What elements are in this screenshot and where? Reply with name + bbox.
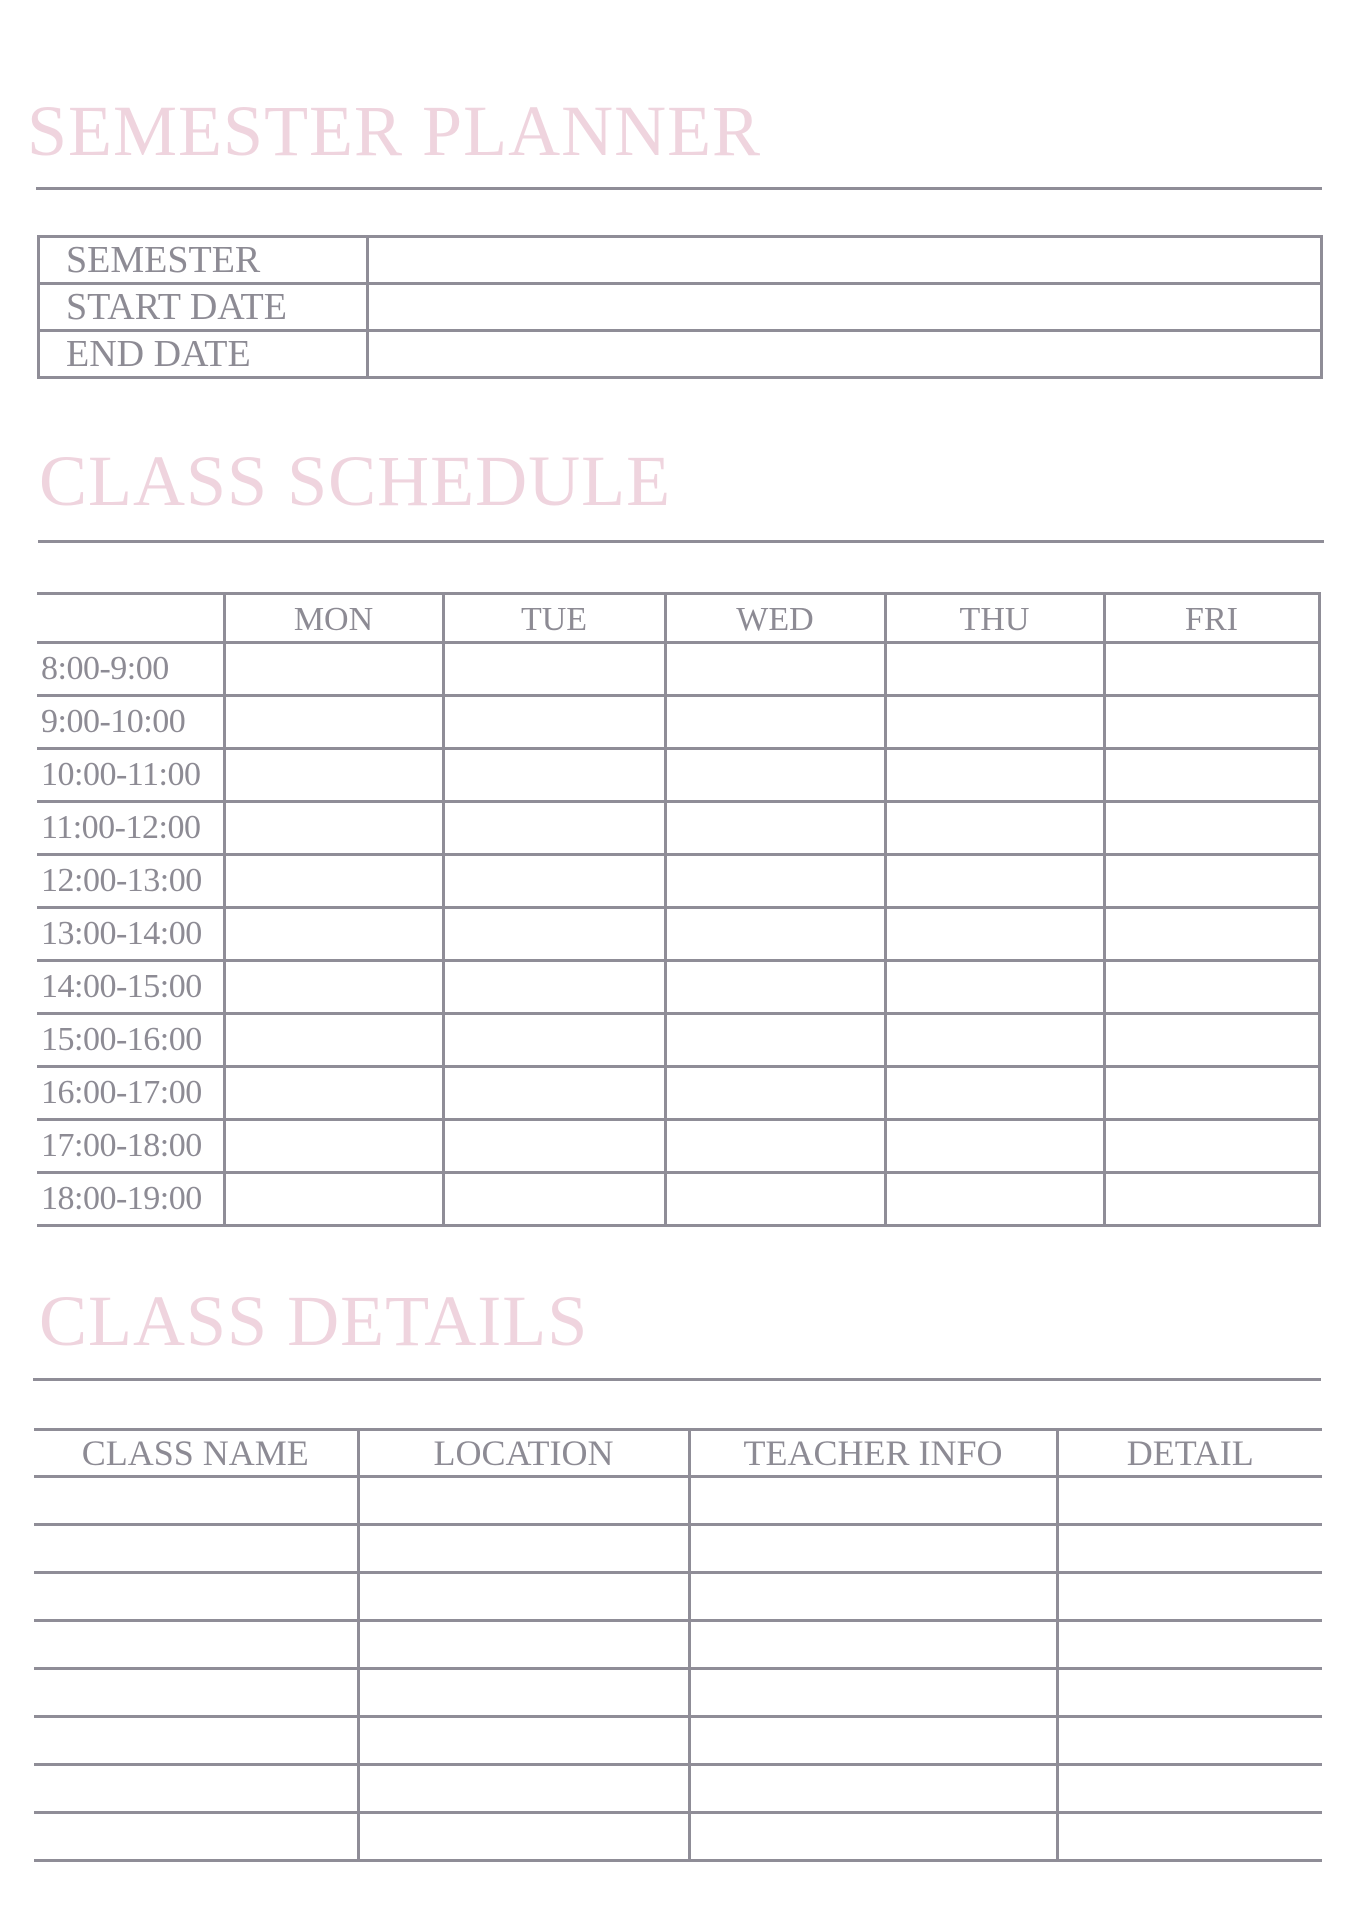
schedule-cell-thu[interactable] [885,961,1104,1014]
schedule-cell-mon[interactable] [224,802,443,855]
schedule-row [37,1120,1319,1173]
schedule-cell-mon[interactable] [224,1014,443,1067]
details-cell-teacher-info[interactable] [689,1813,1057,1861]
schedule-cell-fri[interactable] [1104,1014,1319,1067]
details-cell-detail[interactable] [1057,1621,1322,1669]
details-cell-location[interactable] [358,1765,689,1813]
schedule-cell-tue[interactable] [443,749,665,802]
schedule-cell-thu[interactable] [885,643,1104,696]
semester-info-table [37,235,1323,379]
schedule-cell-wed[interactable] [665,1014,885,1067]
details-cell-teacher-info[interactable] [689,1477,1057,1525]
details-cell-teacher-info[interactable] [689,1669,1057,1717]
schedule-cell-mon[interactable] [224,908,443,961]
schedule-cell-wed[interactable] [665,1120,885,1173]
day-header-fri: FRI [1104,594,1319,643]
semester-row [39,237,1322,284]
semester-field[interactable] [368,237,1322,284]
schedule-cell-wed[interactable] [665,961,885,1014]
details-cell-teacher-info[interactable] [689,1717,1057,1765]
schedule-row [37,961,1319,1014]
start-date-field[interactable] [368,284,1322,331]
schedule-cell-mon[interactable] [224,643,443,696]
class-schedule-title: CLASS SCHEDULE [39,441,672,521]
day-header-wed: WED [665,594,885,643]
time-slot-label: 9:00-10:00 [37,696,224,749]
details-cell-location[interactable] [358,1621,689,1669]
time-slot-label: 12:00-13:00 [37,855,224,908]
schedule-cell-fri[interactable] [1104,643,1319,696]
schedule-cell-tue[interactable] [443,1014,665,1067]
class-details-table [34,1428,1322,1862]
schedule-row [37,1067,1319,1120]
details-row [34,1813,1322,1861]
class-schedule-grid [37,592,1321,1227]
details-cell-class-name[interactable] [34,1573,358,1621]
details-cell-detail[interactable] [1057,1813,1322,1861]
schedule-cell-wed[interactable] [665,855,885,908]
schedule-cell-fri[interactable] [1104,802,1319,855]
schedule-header-row [37,594,1319,643]
schedule-cell-mon[interactable] [224,696,443,749]
schedule-cell-thu[interactable] [885,696,1104,749]
schedule-cell-tue[interactable] [443,1173,665,1226]
day-header-mon: MON [224,594,443,643]
start-date-label: START DATE [39,284,368,331]
details-cell-location[interactable] [358,1717,689,1765]
details-divider [33,1378,1321,1381]
schedule-body [37,643,1319,1226]
details-row [34,1765,1322,1813]
schedule-cell-tue[interactable] [443,643,665,696]
end-date-field[interactable] [368,331,1322,378]
details-cell-class-name[interactable] [34,1717,358,1765]
details-cell-teacher-info[interactable] [689,1765,1057,1813]
details-row [34,1477,1322,1525]
schedule-corner-cell [37,594,224,643]
schedule-cell-tue[interactable] [443,696,665,749]
semester-label: SEMESTER [39,237,368,284]
schedule-cell-fri[interactable] [1104,696,1319,749]
column-header-class-name: CLASS NAME [34,1430,358,1477]
details-cell-class-name[interactable] [34,1621,358,1669]
details-row [34,1717,1322,1765]
time-slot-label: 10:00-11:00 [37,749,224,802]
schedule-cell-mon[interactable] [224,1067,443,1120]
details-cell-detail[interactable] [1057,1765,1322,1813]
schedule-cell-thu[interactable] [885,749,1104,802]
details-cell-location[interactable] [358,1477,689,1525]
time-slot-label: 14:00-15:00 [37,961,224,1014]
schedule-cell-wed[interactable] [665,908,885,961]
schedule-cell-thu[interactable] [885,802,1104,855]
details-cell-location[interactable] [358,1525,689,1573]
schedule-cell-thu[interactable] [885,908,1104,961]
schedule-cell-mon[interactable] [224,749,443,802]
schedule-cell-mon[interactable] [224,961,443,1014]
schedule-cell-wed[interactable] [665,696,885,749]
details-row [34,1621,1322,1669]
schedule-cell-tue[interactable] [443,1067,665,1120]
end-date-row [39,331,1322,378]
details-cell-class-name[interactable] [34,1477,358,1525]
schedule-cell-mon[interactable] [224,1173,443,1226]
title-divider [36,187,1322,190]
details-cell-detail[interactable] [1057,1717,1322,1765]
details-row [34,1525,1322,1573]
details-cell-detail[interactable] [1057,1573,1322,1621]
schedule-cell-thu[interactable] [885,1120,1104,1173]
schedule-cell-fri[interactable] [1104,961,1319,1014]
schedule-cell-tue[interactable] [443,961,665,1014]
details-cell-class-name[interactable] [34,1525,358,1573]
day-header-thu: THU [885,594,1104,643]
schedule-cell-thu[interactable] [885,1173,1104,1226]
schedule-cell-thu[interactable] [885,1067,1104,1120]
schedule-row [37,802,1319,855]
time-slot-label: 8:00-9:00 [37,643,224,696]
schedule-cell-thu[interactable] [885,855,1104,908]
schedule-cell-mon[interactable] [224,855,443,908]
column-header-detail: DETAIL [1057,1430,1322,1477]
details-body [34,1477,1322,1861]
details-cell-class-name[interactable] [34,1813,358,1861]
column-header-teacher-info: TEACHER INFO [689,1430,1057,1477]
schedule-row [37,1173,1319,1226]
schedule-cell-fri[interactable] [1104,749,1319,802]
details-cell-detail[interactable] [1057,1669,1322,1717]
schedule-cell-fri[interactable] [1104,1173,1319,1226]
schedule-row [37,855,1319,908]
time-slot-label: 16:00-17:00 [37,1067,224,1120]
schedule-cell-wed[interactable] [665,749,885,802]
schedule-row [37,643,1319,696]
details-row [34,1573,1322,1621]
details-row [34,1669,1322,1717]
class-details-title: CLASS DETAILS [39,1281,589,1361]
column-header-location: LOCATION [358,1430,689,1477]
schedule-cell-wed[interactable] [665,1067,885,1120]
schedule-cell-tue[interactable] [443,802,665,855]
details-cell-teacher-info[interactable] [689,1525,1057,1573]
details-cell-class-name[interactable] [34,1765,358,1813]
time-slot-label: 15:00-16:00 [37,1014,224,1067]
page-title: SEMESTER PLANNER [27,91,762,171]
details-cell-detail[interactable] [1057,1525,1322,1573]
time-slot-label: 11:00-12:00 [37,802,224,855]
schedule-row [37,749,1319,802]
details-cell-location[interactable] [358,1573,689,1621]
details-cell-class-name[interactable] [34,1669,358,1717]
end-date-label: END DATE [39,331,368,378]
details-cell-teacher-info[interactable] [689,1621,1057,1669]
schedule-cell-thu[interactable] [885,1014,1104,1067]
schedule-cell-fri[interactable] [1104,1120,1319,1173]
details-cell-location[interactable] [358,1669,689,1717]
details-cell-detail[interactable] [1057,1477,1322,1525]
schedule-cell-tue[interactable] [443,855,665,908]
time-slot-label: 17:00-18:00 [37,1120,224,1173]
schedule-cell-tue[interactable] [443,908,665,961]
schedule-cell-wed[interactable] [665,802,885,855]
details-cell-teacher-info[interactable] [689,1573,1057,1621]
schedule-cell-fri[interactable] [1104,1067,1319,1120]
details-header-row [34,1430,1322,1477]
schedule-cell-fri[interactable] [1104,855,1319,908]
schedule-row [37,696,1319,749]
schedule-cell-fri[interactable] [1104,908,1319,961]
schedule-cell-mon[interactable] [224,1120,443,1173]
details-cell-location[interactable] [358,1813,689,1861]
schedule-row [37,1014,1319,1067]
schedule-cell-wed[interactable] [665,643,885,696]
schedule-cell-tue[interactable] [443,1120,665,1173]
schedule-cell-wed[interactable] [665,1173,885,1226]
schedule-row [37,908,1319,961]
schedule-divider [38,540,1324,543]
start-date-row [39,284,1322,331]
day-header-tue: TUE [443,594,665,643]
time-slot-label: 18:00-19:00 [37,1173,224,1226]
time-slot-label: 13:00-14:00 [37,908,224,961]
